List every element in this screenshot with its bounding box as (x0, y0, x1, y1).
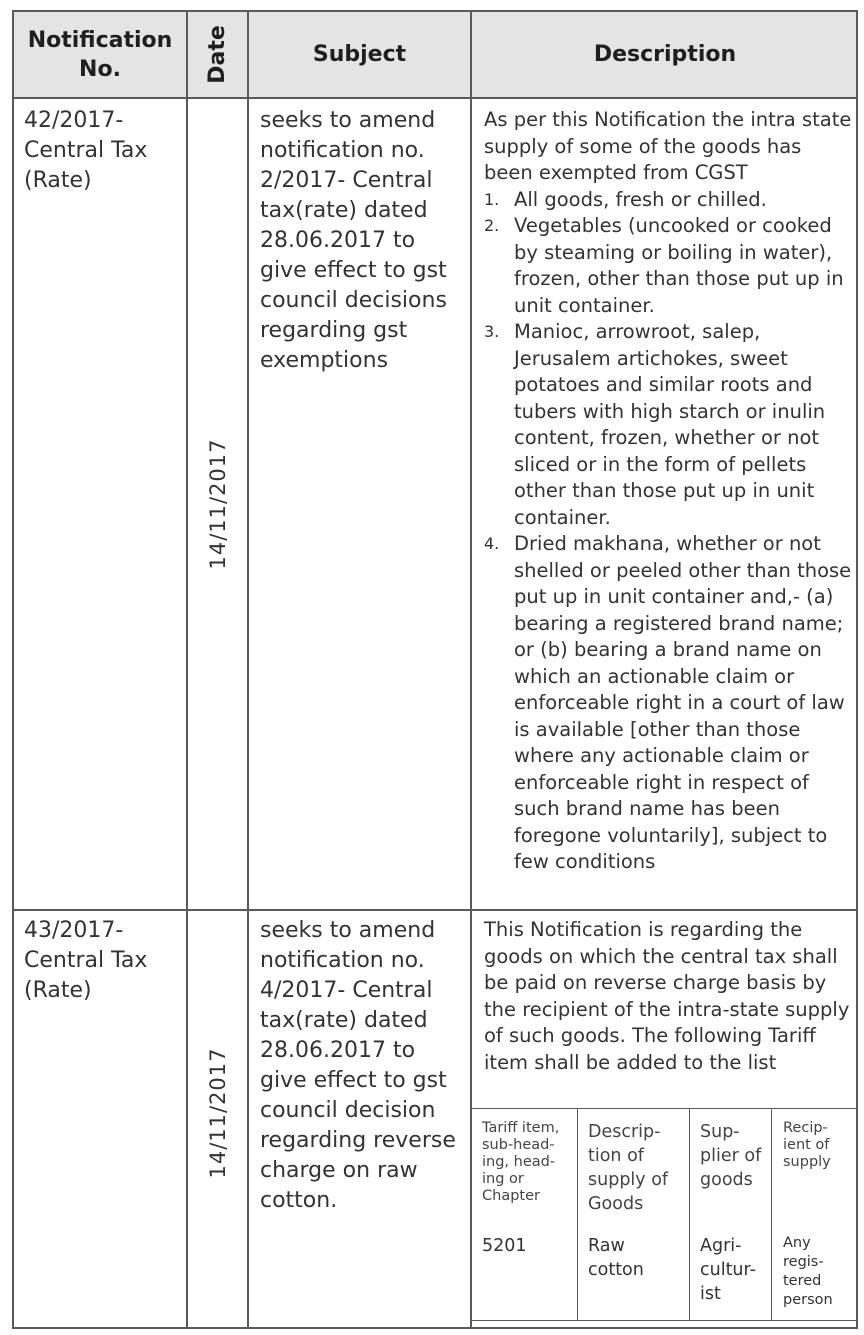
subtable-column-divider (771, 1108, 772, 1320)
subtable-cell-supplier: Agri-cultur-ist (700, 1236, 756, 1304)
subtable-cell-tariff: 5201 (482, 1236, 527, 1256)
list-item: 2. Vegetables (uncooked or cooked by steaming or boiling in water), frozen, other than those put up in unit container. (484, 214, 844, 317)
tariff-subtable (472, 1108, 858, 1329)
subtable-column-divider (577, 1108, 578, 1320)
row2-notification-no: 43/2017- Central Tax (Rate) (24, 918, 148, 1003)
row1-description-intro: As per this Notification the intra state supply of some of the goods has been exempted from CGST (484, 108, 852, 184)
header-description: Description (593, 42, 737, 67)
notification-table (12, 10, 858, 1329)
header-date: Date (204, 25, 230, 84)
row1-description (484, 107, 856, 876)
list-item: 3. Manioc, arrowroot, salep, Jerusalem artichokes, sweet potatoes and similar roots and tubers with high starch or inulin content, frozen, whether or not sliced or in the form of pellets other than those put up in unit container. (484, 320, 826, 529)
row2-date: 14/11/2017 (206, 1047, 230, 1179)
row1-goods-list (484, 187, 856, 876)
subtable-header-supplier: Sup-plier of goods (700, 1122, 762, 1190)
row1-date: 14/11/2017 (206, 438, 230, 570)
column-divider (186, 12, 188, 1327)
subtable-header-tariff: Tariff item, sub-head-ing, head-ing or Chapter (482, 1120, 560, 1204)
header-subject: Subject (312, 42, 407, 67)
subtable-top-border (472, 1108, 858, 1109)
subtable-header-recipient: Recip-ient of supply (783, 1120, 831, 1170)
row1-notification-no: 42/2017- Central Tax (Rate) (24, 108, 148, 193)
header-divider (14, 97, 856, 99)
subtable-cell-recipient: Any regis-tered person (783, 1235, 833, 1308)
row2-subject: seeks to amend notification no. 4/2017- Central tax(rate) dated 28.06.2017 to give effect to gst council decision regarding reverse charge on raw cotton. (260, 918, 456, 1213)
subtable-cell-description: Raw cotton (588, 1236, 644, 1280)
subtable-column-divider (689, 1108, 690, 1320)
list-item: 4. Dried makhana, whether or not shelled or peeled other than those put up in unit container and,- (a) bearing a registered brand name; or (b) bearing a brand name on which an actionable claim or enforceable right in a court of law is available [other than those where any actionable claim or enforceable right in respect of such brand name has been foregone voluntarily], subject to few conditions (484, 532, 852, 873)
row1-subject: seeks to amend notification no. 2/2017- Central tax(rate) dated 28.06.2017 to give effect to gst council decisions regarding gst exemptions (260, 108, 447, 373)
row-divider (14, 909, 856, 911)
list-item: 1. All goods, fresh or chilled. (484, 187, 767, 211)
column-divider (247, 12, 249, 1327)
row2-description-intro: This Notification is regarding the goods on which the central tax shall be paid on reverse charge basis by the recipient of the intra-state supply of such goods. The following Tariff item shall be added to the list (484, 918, 850, 1074)
header-notification-no: Notification No. (27, 27, 173, 82)
subtable-header-description: Descrip-tion of supply of Goods (588, 1122, 669, 1214)
subtable-bottom-border (472, 1320, 858, 1321)
